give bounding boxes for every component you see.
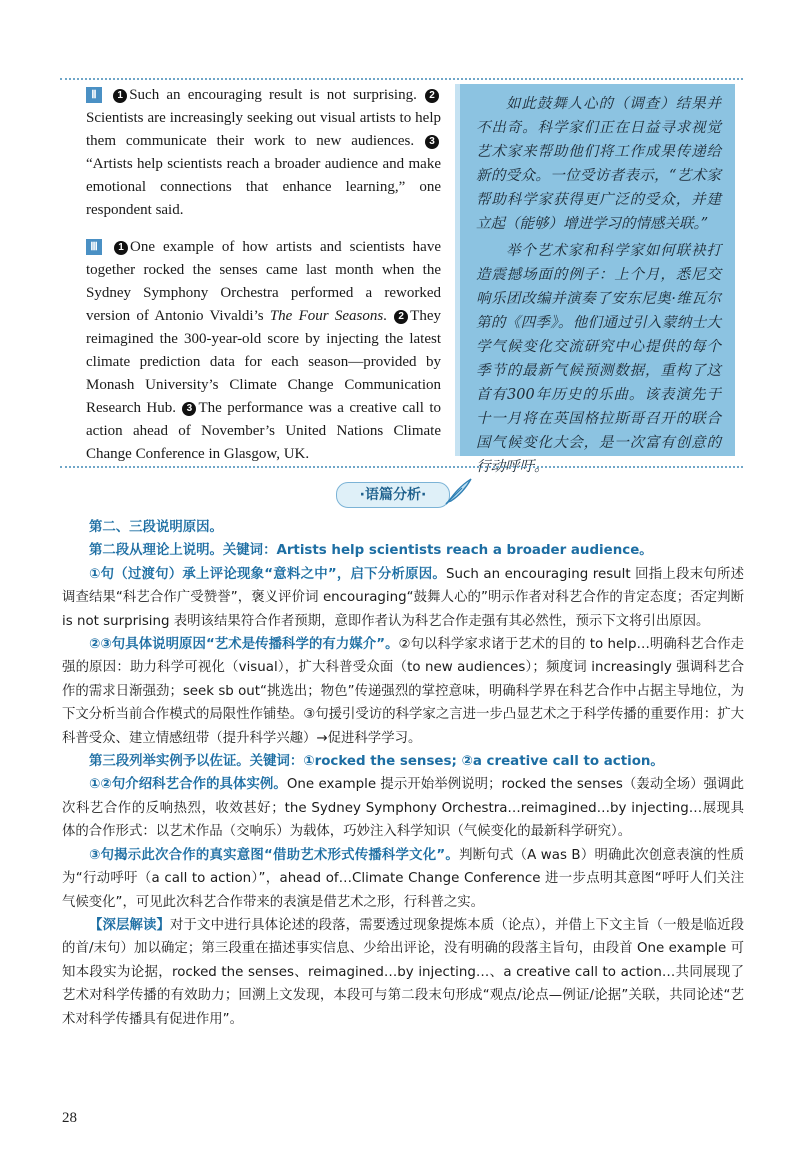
analysis-text: ②句以科学家求诸于艺术的目的 to help…明确科艺合作走强的原因：助力科学可视化（visual），扩大科普受众面（to new audiences）；频度词 increasingly 强调科艺合作的需求日渐强劲；seek sb out“挑选出；物色”传递强烈的掌控意味，明确科学界在科艺合作中占据主导地位，为下文分析当前合作模式的局限性作铺垫。③句援引受访的科学家之言进一步凸显艺术之于科学传播的重要作用：扩大科普受众、建立情感纽带（提升科学兴趣）→促进科学学习。	[62, 637, 744, 746]
paragraph-2	[86, 84, 441, 222]
paragraph-marker-3: Ⅲ	[86, 239, 102, 255]
page-number: 28	[62, 1110, 77, 1126]
section-badge-label: ·语篇分析·	[336, 482, 450, 508]
section-badge	[336, 482, 466, 510]
sentence: Scientists are increasingly seeking out visual artists to help them communicate their work to new audiences.	[86, 110, 441, 149]
analysis-paragraph-3	[62, 773, 744, 843]
deep-reading-text: 对于文中进行具体论述的段落，需要透过现象提炼本质（论点），并借上下文主旨（一般是临近段的首/末句）加以确定；第三段重在描述事实信息、少给出评论，没有明确的段落主旨句，由段首 One example 可知本段实为论据，rocked the senses、reimagined…by injecting…、a creative call to action…共同展现了艺术对科学传播的有效助力；回溯上文发现，本段可与第二段末句形成“观点/论点—例证/论据”关联，共同论述“艺术对科学传播具有促进作用”。	[62, 917, 745, 1027]
translation-paragraph-1: 如此鼓舞人心的（调查）结果并不出奇。科学家们正在日益寻求视觉艺术家来帮助他们将工作成果传递给新的受众。一位受访者表示，“艺术家帮助科学家获得更广泛的受众，并建立起（能够）增进学习的情感关联。”	[476, 96, 721, 232]
sentence: “Artists help scientists reach a broader audience and make emotional connections that enhance learning,” one respondent said.	[86, 156, 441, 218]
sentence: The performance was a creative call to action ahead of November’s United Nations Climate Change Conference in Glasgow, UK.	[86, 400, 441, 462]
sentence: They reimagined the 300-year-old score by injecting the latest climate prediction data for each season—provided by Monash University’s Climate Change Communication Research Hub.	[86, 308, 441, 416]
translation-box	[455, 84, 735, 475]
sentence-number: 2	[425, 89, 439, 103]
analysis-heading-2: 第二段从理论上说明。关键词：Artists help scientists reach a broader audience。	[89, 543, 653, 559]
top-divider	[60, 78, 743, 80]
sentence-number: 3	[425, 135, 439, 149]
analysis-paragraph-1	[62, 563, 744, 633]
analysis-text: Such an encouraging result 回指上段末句所述调查结果“科艺合作广受赞誉”，褒义评价词 encouraging“鼓舞人心的”明示作者对科艺合作的肯定态度；否定判断 is not surprising 表明该结果符合作者预期，意即作者认为科艺合作走强有其必然性，预示下文将引出原因。	[62, 566, 745, 629]
analysis-paragraph-4	[62, 844, 744, 914]
sentence-number: 2	[394, 310, 408, 324]
analysis-section	[62, 516, 744, 1031]
sentence-number: 1	[113, 89, 127, 103]
analysis-heading-1: 第二、三段说明原因。	[89, 520, 223, 535]
deep-reading-paragraph	[62, 914, 744, 1031]
middle-divider	[60, 466, 743, 468]
deep-reading-label: 【深层解读】	[89, 917, 171, 933]
analysis-point: ③句揭示此次合作的真实意图“借助艺术形式传播科学文化”。	[89, 847, 460, 863]
analysis-point: ①②句介绍科艺合作的具体实例。	[89, 777, 287, 793]
analysis-point: ①句（过渡句）承上评论现象“意料之中”，启下分析原因。	[89, 566, 447, 582]
analysis-paragraph-2	[62, 633, 744, 750]
translation-paragraph-2: 举个艺术家和科学家如何联袂打造震撼场面的例子：上个月，悉尼交响乐团改编并演奏了安东尼奥·维瓦尔第的《四季》。他们通过引入蒙纳士大学气候变化交流研究中心提供的每个季节的最新气候预测数据，重构了这首有300年历史的乐曲。该表演先于十一月将在英国格拉斯哥召开的联合国气候变化大会，是一次富有创意的行动呼吁。	[476, 243, 721, 475]
quill-icon	[444, 476, 474, 506]
analysis-heading-3: 第三段列举实例予以佐证。关键词：①rocked the senses; ②a creative call to action。	[89, 754, 664, 770]
sentence: .	[383, 308, 387, 324]
sentence-number: 1	[114, 241, 128, 255]
analysis-text: One example 提示开始举例说明；rocked the senses（轰动全场）强调此次科艺合作的反响热烈，收效甚好；the Sydney Symphony Orchestra…reimagined…by injecting…展现具体的合作形式：以艺术作品（交响乐）为载体，巧妙注入科学知识（气候变化的最新科学研究）。	[62, 777, 744, 840]
english-passage	[86, 84, 441, 480]
paragraph-3	[86, 236, 441, 466]
work-title: The Four Seasons	[269, 308, 384, 324]
paragraph-marker-2: Ⅱ	[86, 87, 102, 103]
analysis-text: 判断句式（A was B）明确此次创意表演的性质为“行动呼吁（a call to action）”，ahead of…Climate Change Conference 进一步点明其意图“呼吁人们关注气候变化”，可见此次科艺合作带来的表演是借艺术之形，行科普之实。	[62, 847, 745, 910]
sentence: One example of how artists and scientists have together rocked the senses came last month when the Sydney Symphony Orchestra performed a reworked version of Antonio Vivaldi’s	[86, 239, 441, 324]
sentence: Such an encouraging result is not surprising.	[129, 87, 417, 103]
sentence-number: 3	[182, 402, 196, 416]
analysis-point: ②③句具体说明原因“艺术是传播科学的有力媒介”。	[89, 637, 399, 653]
